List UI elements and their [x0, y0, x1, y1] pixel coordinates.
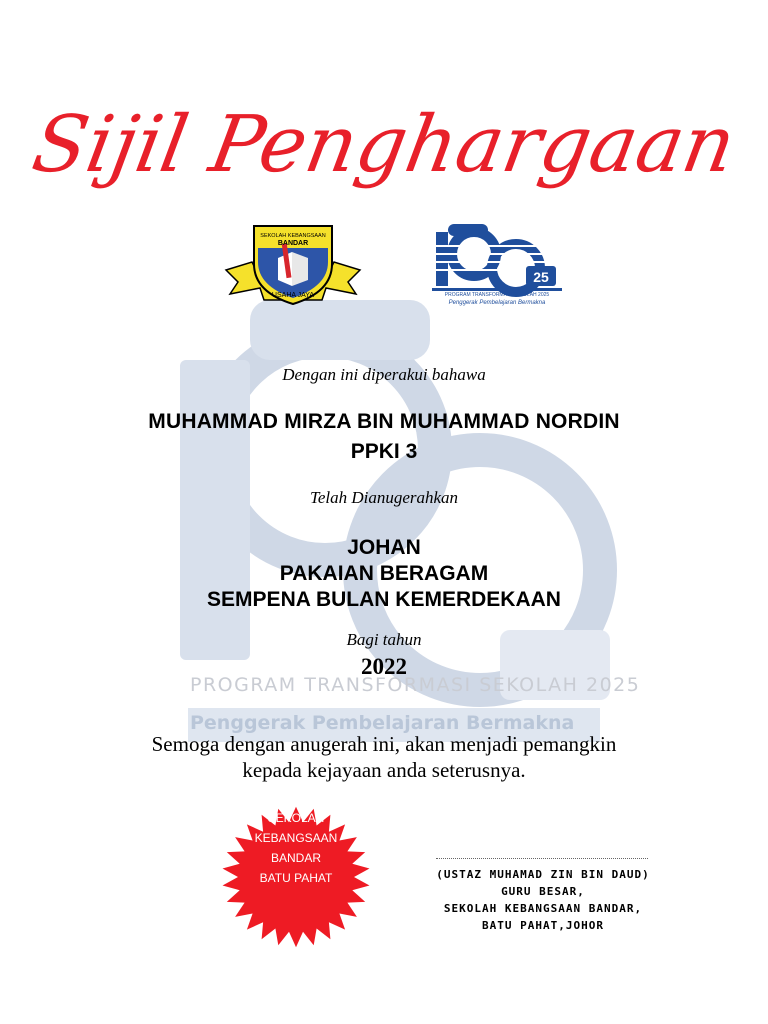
awarded-text: Telah Dianugerahkan [309, 488, 459, 507]
ts25-mark: 25 [533, 269, 549, 285]
award-rank: JOHAN [347, 536, 421, 559]
wish-line-1: Semoga dengan anugerah ini, akan menjadi pemangkin [151, 732, 617, 756]
intro-text: Dengan ini diperakui bahawa [282, 365, 486, 384]
crest-name-text: BANDAR [277, 240, 309, 247]
signature-line [436, 858, 648, 859]
ts25-tagline-text: Penggerak Pembelajaran Bermakna [448, 300, 546, 306]
crest-top-text: SEKOLAH KEBANGSAAN [260, 233, 326, 239]
seal-text [216, 808, 376, 888]
signatory-location: BATU PAHAT,JOHOR [482, 919, 604, 932]
watermark-program-text: PROGRAM TRANSFORMASI SEKOLAH 2025 [190, 674, 641, 696]
signatory-name: (USTAZ MUHAMAD ZIN BIN DAUD) [436, 868, 650, 881]
award-category: PAKAIAN BERAGAM [279, 562, 489, 585]
recipient-class: PPKI 3 [350, 440, 418, 463]
award-year: 2022 [361, 654, 407, 679]
crest-motto-text: USAHA JAYA [271, 292, 315, 299]
seal-line: KEBANGSAAN [254, 831, 338, 845]
signatory-position: GURU BESAR, [501, 885, 585, 898]
seal-line: BATU PAHAT [259, 871, 333, 885]
signatory-school: SEKOLAH KEBANGSAAN BANDAR, [443, 902, 643, 915]
school-crest-logo [222, 222, 364, 312]
certificate-title: Sijil Penghargaan [26, 100, 742, 190]
ts25-program-text: PROGRAM TRANSFORMASI SEKOLAH 2025 [444, 292, 550, 298]
seal-line: SEKOLAH [267, 811, 325, 825]
ts25-logo [432, 222, 562, 308]
seal-line: BANDAR [270, 851, 321, 865]
signature-block [398, 866, 688, 934]
for-year-label: Bagi tahun [346, 630, 422, 649]
watermark-tagline-text: Penggerak Pembelajaran Bermakna [190, 712, 575, 734]
award-occasion: SEMPENA BULAN KEMERDEKAAN [207, 588, 561, 611]
recipient-name: MUHAMMAD MIRZA BIN MUHAMMAD NORDIN [148, 410, 620, 433]
wish-line-2: kepada kejayaan anda seterusnya. [242, 758, 526, 782]
